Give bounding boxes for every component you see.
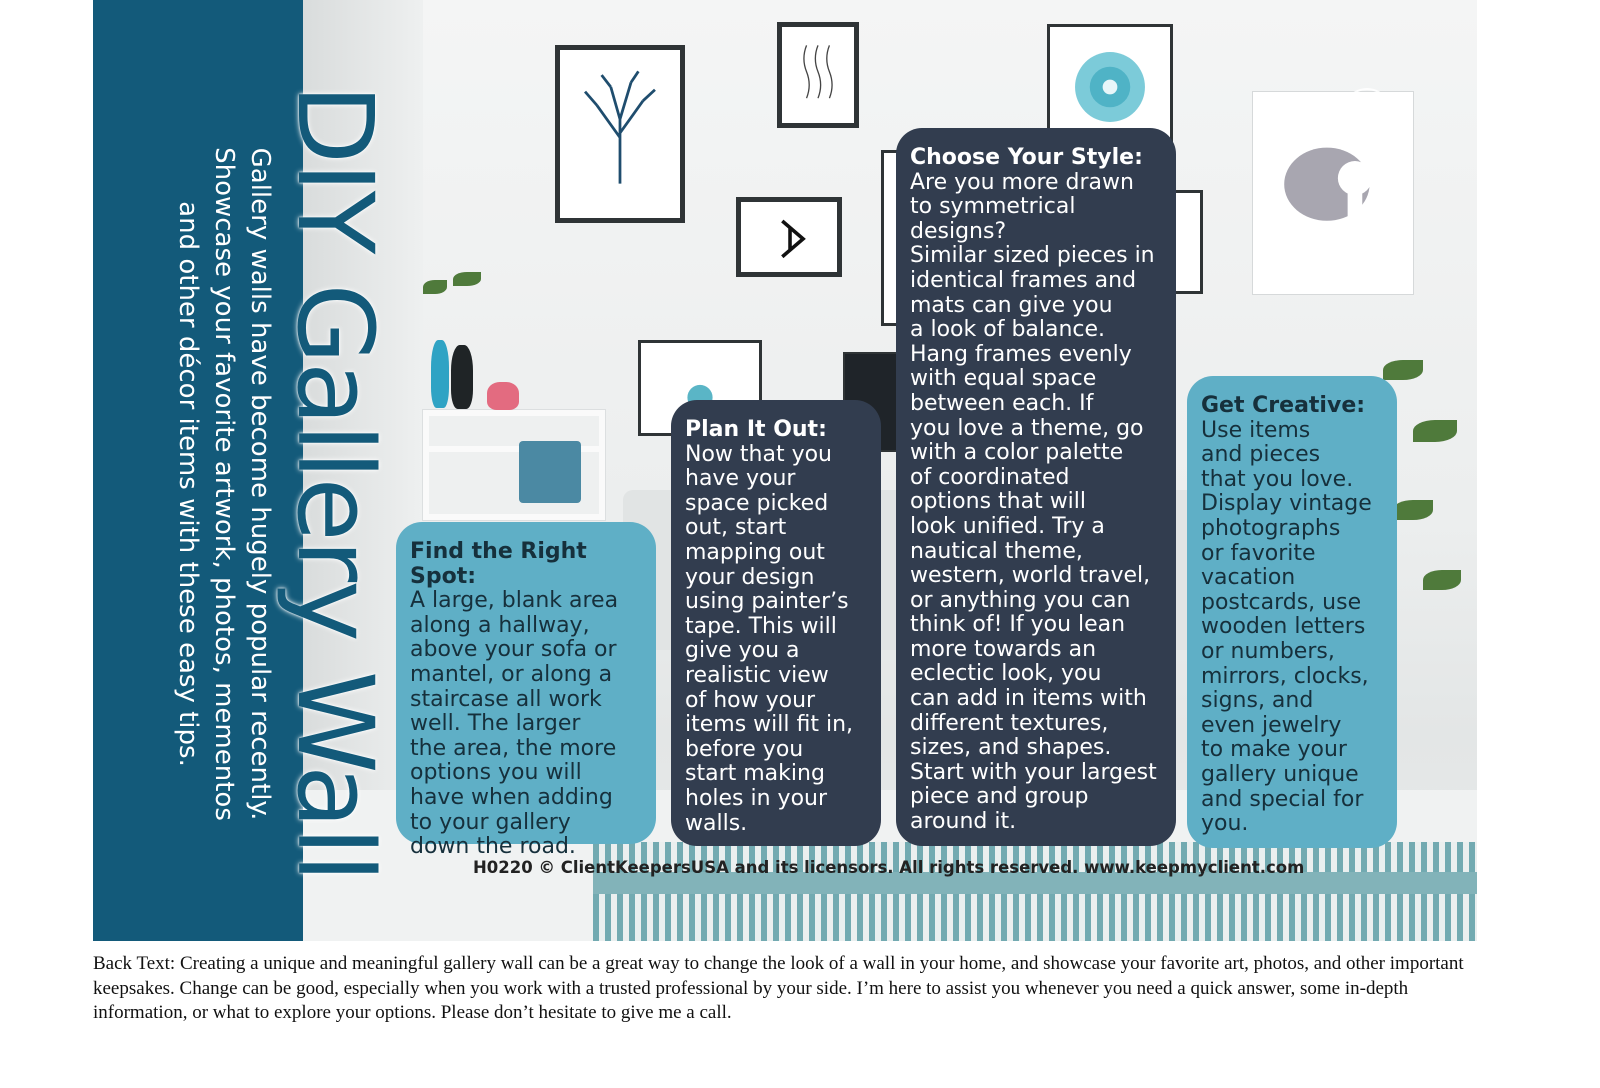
page-title: DIY Gallery Wall (274, 84, 396, 881)
tip-find-spot (396, 522, 656, 860)
tip-choose-style (896, 128, 1176, 846)
letter-a-icon (755, 216, 823, 259)
tip-get-creative (1187, 376, 1397, 848)
copyright-notice: H0220 © ClientKeepersUSA and its licensors. All rights reserved. www.keepmyclient.com (473, 858, 1305, 877)
tip-heading: Choose Your Style: (910, 145, 1143, 170)
subtitle-line: Gallery walls have become hugely popular recently. (245, 147, 275, 821)
subtitle-line: Showcase your favorite artwork, photos, mementos (209, 147, 239, 821)
small-frame (519, 441, 581, 503)
plant-leaf (423, 280, 447, 294)
pink-cup (487, 382, 519, 410)
black-vase (451, 345, 473, 409)
tip-plan-it-out (671, 400, 881, 846)
tip-body: Now that you have your space picked out, start mapping out your design using painter’s tape. This will give you a realistic view of how your items will fit in, before you start making holes in your walls. (685, 441, 854, 836)
tip-body: Are you more drawn to symmetrical designs? Similar sized pieces in identical frames and mats can give you a look of balance. Hang frames evenly with equal space between each. If you love a theme, go with a color palette of coordinated options that will look unified. Try a nautical theme, western, world travel, or anything you can think of! If you lean more towards an eclectic look, you can add in items with different textures, sizes, and shapes. Start with your largest piece and group around it. (910, 169, 1157, 835)
tree-art-frame (555, 45, 685, 223)
tip-body: Use items and pieces that you love. Display vintage photographs or favorite vacation postcards, use wooden letters or numbers, mirrors, clocks, signs, and even jewelry to make your gallery unique and special for you. (1201, 417, 1372, 837)
plant-leaf (1413, 420, 1457, 442)
silhouette-art-icon (1272, 111, 1394, 282)
wave-art-frame (777, 22, 859, 128)
tip-heading: Find the Right Spot: (410, 539, 587, 589)
tip-heading: Plan It Out: (685, 417, 827, 442)
sand-dollar-icon (1064, 41, 1156, 133)
plant-leaf (1393, 500, 1433, 520)
silhouette-art-frame (1253, 92, 1413, 294)
flyer-card (93, 0, 1477, 941)
tip-heading: Get Creative: (1201, 393, 1366, 418)
tree-art-icon (574, 64, 666, 193)
plant-leaf (453, 272, 481, 286)
letter-art-frame (736, 197, 842, 277)
subtitle-line: and other décor items with these easy tips. (173, 201, 203, 767)
plant-leaf (1383, 360, 1423, 380)
blue-vase (431, 340, 449, 408)
striped-rug (593, 842, 1477, 941)
wave-art-icon (796, 41, 840, 103)
subtitle (168, 94, 278, 874)
back-text: Back Text: Creating a unique and meaningful gallery wall can be a great way to change the look of a wall in your home, and showcase your favorite art, photos, and other important keepsakes. Change can be good, especially when you work with a trusted professional by your side. I’m here to assist you whenever you need a quick answer, some in-depth information, or what to explore your options. Please don’t hesitate to give me a call. (93, 953, 1464, 1024)
plant-leaf (1423, 570, 1461, 590)
tip-body: A large, blank area along a hallway, above your sofa or mantel, or along a staircase all work well. The larger the area, the more options you will have when adding to your gallery down the road. (410, 588, 619, 860)
logo-k: K (1343, 88, 1391, 136)
